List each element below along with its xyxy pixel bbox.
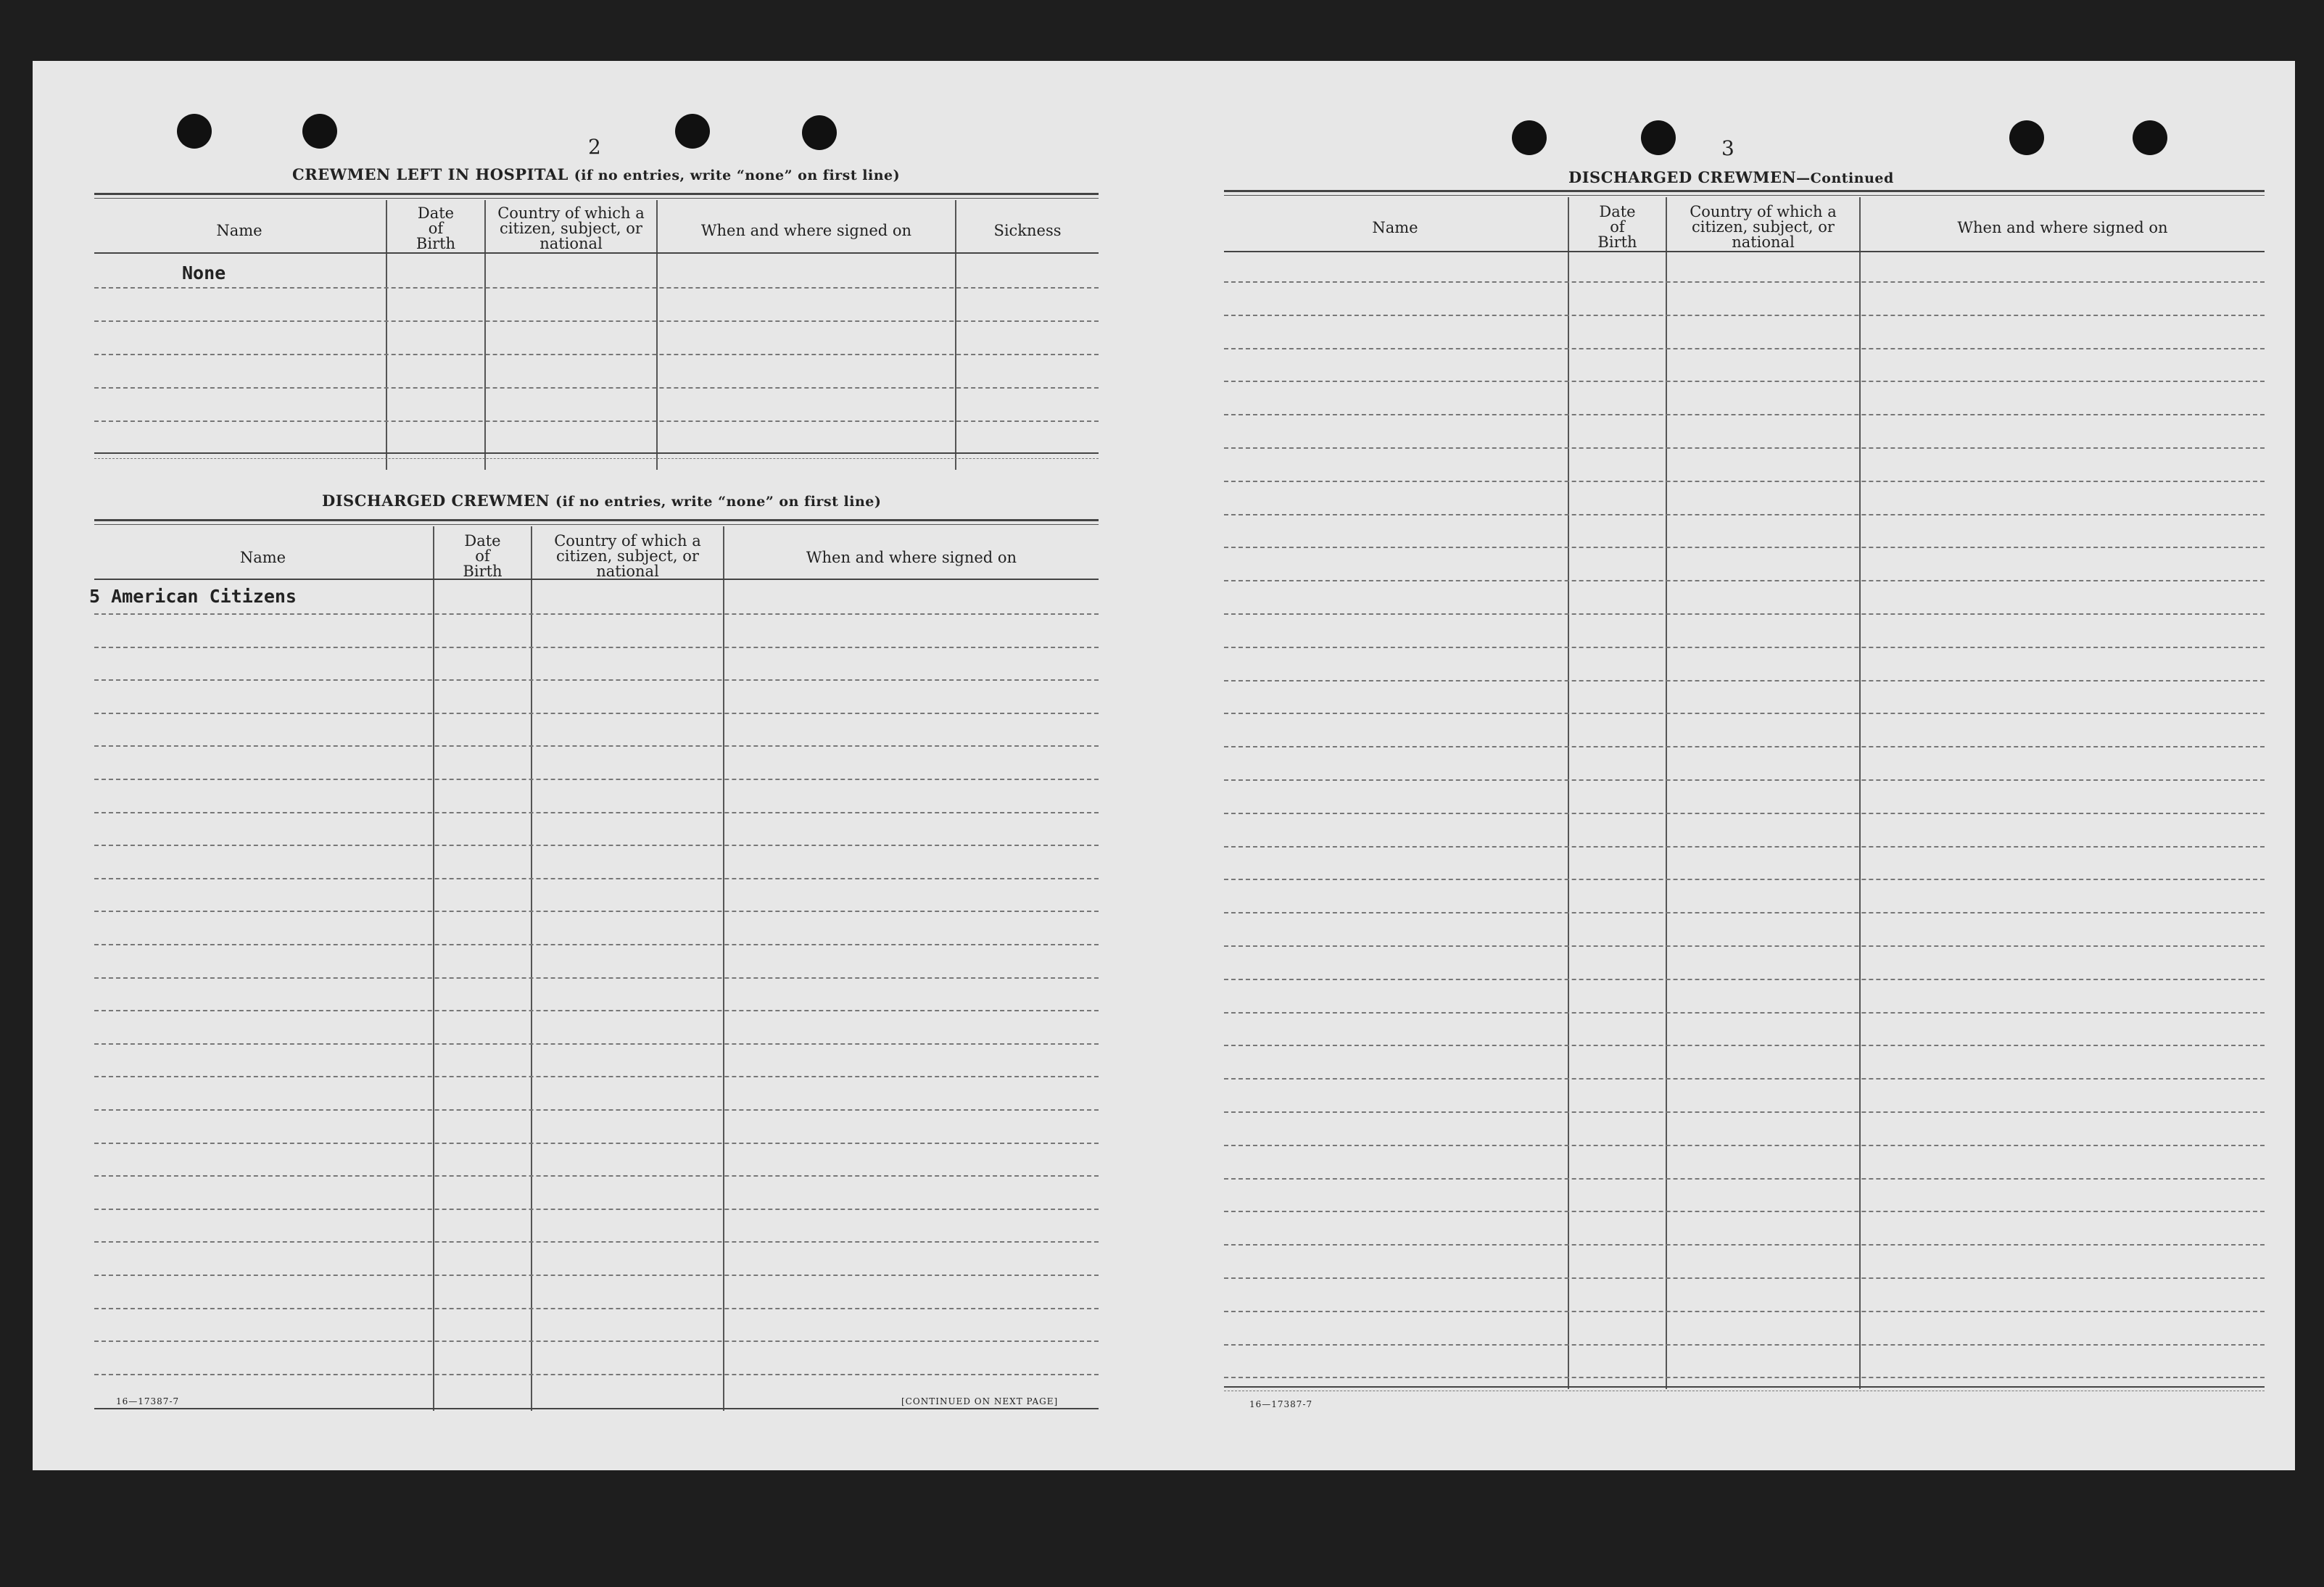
hospital-title: CREWMEN LEFT IN HOSPITAL [292, 165, 568, 183]
table-row [1224, 514, 2265, 515]
table-row [94, 944, 1099, 945]
discharged-continued-table [1224, 190, 2265, 1393]
table-row [94, 812, 1099, 813]
table-row [1224, 1311, 2265, 1312]
table-row [1224, 846, 2265, 848]
table-row [1224, 580, 2265, 581]
table-row [94, 1275, 1099, 1276]
column-header-signed-on: When and where signed on [700, 222, 912, 239]
table-row [1224, 547, 2265, 548]
table-row [1224, 647, 2265, 648]
table-row [1224, 1012, 2265, 1014]
table-row [1224, 1244, 2265, 1246]
table-row [94, 1010, 1099, 1011]
table-row [94, 1076, 1099, 1077]
table-row [94, 1308, 1099, 1309]
continued-suffix: —Continued [1796, 170, 1894, 186]
table-row [94, 387, 1099, 389]
column-header-date-of-birth: Date of Birth [415, 204, 456, 252]
continued-note: [CONTINUED ON NEXT PAGE] [901, 1396, 1059, 1406]
table-row [1224, 713, 2265, 714]
table-row [1224, 813, 2265, 814]
punch-hole [177, 114, 212, 149]
table-row [1224, 879, 2265, 880]
column-header-name: Name [1372, 219, 1418, 236]
column-header-name: Name [216, 222, 262, 239]
table-row [1224, 613, 2265, 615]
discharged-title: DISCHARGED CREWMEN [1568, 168, 1797, 186]
table-row [1224, 381, 2265, 382]
column-header-signed-on: When and where signed on [1957, 219, 2168, 236]
hospital-table [94, 193, 1099, 468]
column-header-signed-on: When and where signed on [806, 549, 1017, 566]
table-row [1224, 315, 2265, 316]
table-row [1224, 680, 2265, 681]
table-row [1224, 912, 2265, 913]
table-row [1224, 281, 2265, 283]
hospital-instruction: (if no entries, write “none” on first line) [574, 167, 901, 183]
table-row [94, 745, 1099, 747]
table-row [1224, 1377, 2265, 1378]
table-row [1224, 1178, 2265, 1180]
discharged-title: DISCHARGED CREWMEN [322, 492, 550, 510]
punch-hole [2133, 120, 2167, 155]
table-row [94, 713, 1099, 714]
column-header-name: Name [239, 549, 286, 566]
column-header-sickness: Sickness [993, 222, 1062, 239]
table-row [94, 1241, 1099, 1243]
table-row [1224, 1111, 2265, 1113]
punch-hole [2009, 120, 2044, 155]
table-row [94, 1143, 1099, 1144]
table-row [1224, 481, 2265, 482]
table-row [1224, 348, 2265, 349]
table-row [94, 420, 1099, 422]
table-row [94, 1043, 1099, 1045]
table-row [1224, 779, 2265, 781]
table-row [94, 613, 1099, 615]
hospital-entry: None [182, 262, 226, 283]
table-row [1224, 447, 2265, 449]
table-row [94, 1374, 1099, 1375]
table-row [94, 1209, 1099, 1210]
form-number: 16—17387-7 [1249, 1399, 1313, 1409]
table-row [1224, 1045, 2265, 1046]
table-row [94, 354, 1099, 355]
table-row [94, 845, 1099, 846]
table-row [94, 320, 1099, 322]
table-row [1224, 979, 2265, 980]
table-row [94, 779, 1099, 780]
table-row [1224, 1277, 2265, 1279]
punch-hole [1641, 120, 1676, 155]
table-row [1224, 1145, 2265, 1146]
column-header-country: Country of which a citizen, subject, or national [497, 204, 645, 252]
table-row [1224, 945, 2265, 947]
punch-hole [802, 115, 837, 150]
discharged-table [89, 519, 1099, 1418]
table-row [94, 287, 1099, 289]
column-header-date-of-birth: Date of Birth [463, 532, 503, 580]
punch-hole [675, 114, 710, 149]
table-row [94, 977, 1099, 979]
table-row [1224, 1344, 2265, 1346]
table-row [1224, 414, 2265, 415]
discharged-instruction: (if no entries, write “none” on first line) [555, 494, 882, 510]
table-row [94, 647, 1099, 648]
table-row [94, 679, 1099, 681]
table-row [1224, 1211, 2265, 1212]
table-row [94, 911, 1099, 912]
page-number: 3 [1721, 136, 1734, 160]
discharged-section-title [322, 492, 881, 510]
discharged-continued-title [1568, 168, 1894, 186]
discharged-entry: 5 American Citizens [89, 586, 297, 607]
page-number: 2 [588, 135, 601, 159]
punch-hole [1512, 120, 1547, 155]
table-row [94, 878, 1099, 879]
punch-hole [302, 114, 337, 149]
document-sheet [33, 61, 2295, 1470]
table-row [1224, 746, 2265, 747]
table-row [94, 1175, 1099, 1177]
table-row [1224, 1078, 2265, 1080]
form-number: 16—17387-7 [116, 1396, 180, 1406]
column-header-country: Country of which a citizen, subject, or national [554, 532, 701, 580]
column-header-country: Country of which a citizen, subject, or national [1690, 203, 1837, 251]
hospital-section-title [292, 165, 900, 183]
table-row [94, 1109, 1099, 1111]
column-header-date-of-birth: Date of Birth [1597, 203, 1637, 251]
table-row [94, 1341, 1099, 1342]
